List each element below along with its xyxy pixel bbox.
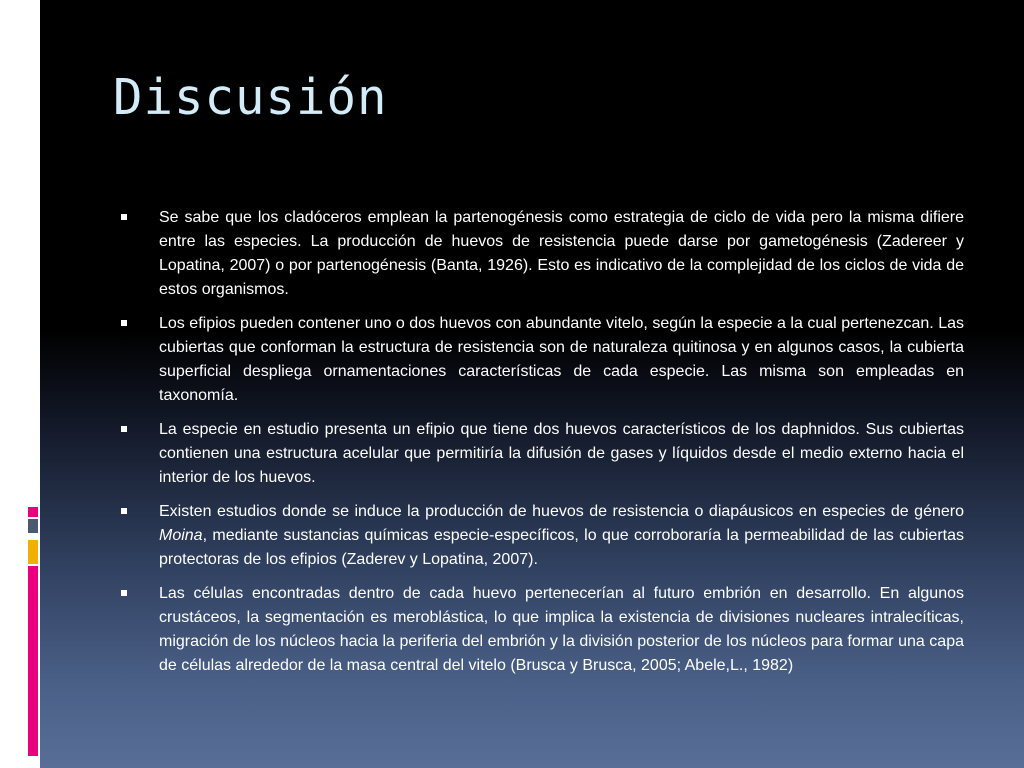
accent-bar-4 xyxy=(28,566,38,756)
bullet-item xyxy=(118,582,964,678)
bullet-text: Los efipios pueden contener uno o dos huevos con abundante vitelo, según la especie a la cual pertenezcan. Las cubiertas que conforman la estructura de resistencia son de naturaleza quitinosa y en algunos casos, la cubierta superficial despliega ornamentaciones características de cada especie. Las misma son empleadas en taxonomía. xyxy=(159,315,964,404)
square-bullet-icon xyxy=(121,214,127,220)
bullet-text: Las células encontradas dentro de cada huevo pertenecerían al futuro embrión en desarrollo. En algunos crustáceos, la segmentación es meroblástica, lo que implica la existencia de divisiones nucleares intralecíticas, migración de los núcleos hacia la periferia del embrión y la división posterior de los núcleos para formar una capa de células alrededor de la masa central del vitelo (Brusca y Brusca, 2005; Abele,L., 1982) xyxy=(159,585,964,674)
bullet-item xyxy=(118,500,964,572)
left-decorative-strip xyxy=(0,0,40,768)
accent-bar-3 xyxy=(28,540,38,564)
bullet-item xyxy=(118,206,964,302)
genus-name: Moina xyxy=(159,527,203,544)
bullet-item xyxy=(118,418,964,490)
bullet-text: Se sabe que los cladóceros emplean la partenogénesis como estrategia de ciclo de vida pero la misma difiere entre las especies. La producción de huevos de resistencia puede darse por gametogénesis (Zadereer y Lopatina, 2007) o por partenogénesis (Banta, 1926). Esto es indicativo de la complejidad de los ciclos de vida de estos organismos. xyxy=(159,209,964,298)
square-bullet-icon xyxy=(121,508,127,514)
bullet-text: La especie en estudio presenta un efipio que tiene dos huevos característicos de los daphnidos. Sus cubiertas contienen una estructura acelular que permitiría la difusión de gases y líquidos desde el medio externo hacia el interior de los huevos. xyxy=(159,421,964,486)
accent-bar-1 xyxy=(28,507,38,517)
bullet-text xyxy=(159,500,964,572)
square-bullet-icon xyxy=(121,320,127,326)
bullet-text-part: , mediante sustancias químicas especie-específicos, lo que corroboraría la permeabilidad de las cubiertas protectoras de los efipios (Zaderev y Lopatina, 2007). xyxy=(159,527,964,568)
square-bullet-icon xyxy=(121,590,127,596)
accent-bar-2 xyxy=(28,519,38,533)
bullet-text-part: Existen estudios donde se induce la producción de huevos de resistencia o diapáusicos en especies de género xyxy=(159,503,964,520)
bullet-list xyxy=(118,206,964,688)
square-bullet-icon xyxy=(121,426,127,432)
bullet-item xyxy=(118,312,964,408)
slide-title: Discusión xyxy=(113,69,388,126)
